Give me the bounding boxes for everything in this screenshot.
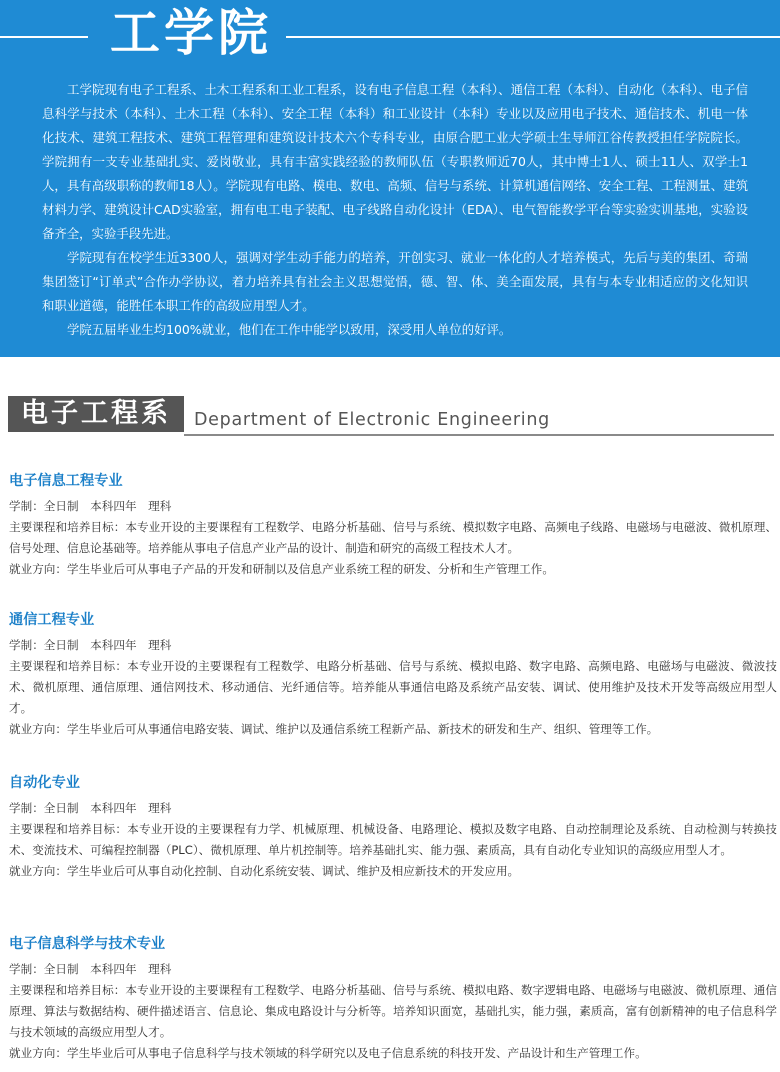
major-employment: 就业方向：学生毕业后可从事电子信息科学与技术领域的科学研究以及电子信息系统的科技开发、产品设计和生产管理工作。 — [9, 1046, 647, 1060]
major-title: 自动化专业 — [9, 775, 80, 791]
department-divider — [184, 434, 774, 436]
major-employment: 就业方向：学生毕业后可从事电子产品的开发和研制以及信息产业系统工程的研发、分析和生产管理工作。 — [9, 562, 554, 576]
major-section-communication-eng — [9, 609, 777, 740]
intro-paragraph: 学院现有在校学生近3300人，强调对学生动手能力的培养，开创实习、就业一体化的人才培养模式，先后与美的集团、奇瑞集团签订“订单式”合作办学协议，着力培养具有社会主义思想觉悟，德、智、体、美全面发展，具有与本专业相适应的文化知识和职业道德，能胜任本职工作的高级应用型人才。 — [42, 250, 748, 313]
intro-paragraph: 学院五届毕业生均100%就业，他们在工作中能学以致用，深受用人单位的好评。 — [67, 322, 512, 337]
department-name-cn: 电子工程系 — [21, 398, 171, 429]
college-title: 工学院 — [110, 4, 272, 62]
major-title: 电子信息科学与技术专业 — [9, 936, 166, 952]
major-system: 学制：全日制 本科四年 理科 — [9, 962, 172, 976]
department-name-en: Department of Electronic Engineering — [194, 410, 550, 430]
major-employment: 就业方向：学生毕业后可从事自动化控制、自动化系统安装、调试、维护及相应新技术的开发应用。 — [9, 864, 520, 878]
major-section-electronic-info-sci-tech — [9, 933, 777, 1064]
major-courses: 主要课程和培养目标：本专业开设的主要课程有工程数学、电路分析基础、信号与系统、模拟电路、数字电路、高频电路、电磁场与电磁波、微波技术、微机原理、通信原理、通信网技术、移动通信、光纤通信等。培养能从事通信电路及系统产品安装、调试、使用维护及技术开发等高级应用型人才。 — [9, 659, 777, 715]
department-header — [8, 396, 774, 440]
major-title: 通信工程专业 — [9, 612, 95, 628]
major-system: 学制：全日制 本科四年 理科 — [9, 801, 172, 815]
major-courses: 主要课程和培养目标：本专业开设的主要课程有工程数学、电路分析基础、信号与系统、模拟电路、数字逻辑电路、电磁场与电磁波、微机原理、通信原理、算法与数据结构、硬件描述语言、信息论、集成电路设计与分析等。培养知识面宽，基础扎实，能力强，素质高，富有创新精神的电子信息科学与技术领域的高级应用型人才。 — [9, 983, 777, 1039]
major-courses: 主要课程和培养目标：本专业开设的主要课程有力学、机械原理、机械设备、电路理论、模拟及数字电路、自动控制理论及系统、自动检测与转换技术、变流技术、可编程控制器（PLC）、微机原理、单片机控制等。培养基础扎实、能力强、素质高，具有自动化专业知识的高级应用型人才。 — [9, 822, 777, 857]
college-description — [42, 78, 748, 342]
major-system: 学制：全日制 本科四年 理科 — [9, 499, 172, 513]
major-section-electronic-info-eng — [9, 470, 777, 580]
banner-rule-left — [0, 36, 88, 38]
college-intro-banner — [0, 0, 780, 357]
banner-rule-right — [286, 36, 780, 38]
major-title: 电子信息工程专业 — [9, 473, 123, 489]
major-courses: 主要课程和培养目标：本专业开设的主要课程有工程数学、电路分析基础、信号与系统、模拟数字电路、高频电子线路、电磁场与电磁波、微机原理、信号处理、信息论基础等。培养能从事电子信息产业产品的设计、制造和研究的高级工程技术人才。 — [9, 520, 777, 555]
major-section-automation — [9, 772, 777, 882]
major-system: 学制：全日制 本科四年 理科 — [9, 638, 172, 652]
intro-paragraph: 工学院现有电子工程系、土木工程系和工业工程系，设有电子信息工程（本科）、通信工程（本科）、自动化（本科）、电子信息科学与技术（本科）、土木工程（本科）、安全工程（本科）和工业设计（本科）专业以及应用电子技术、通信技术、机电一体化技术、建筑工程技术、建筑工程管理和建筑设计技术六个专科专业，由原合肥工业大学硕士生导师江谷传教授担任学院院长。学院拥有一支专业基础扎实、爱岗敬业，具有丰富实践经验的教师队伍（专职教师近70人，其中博士1人、硕士11人、双学士1人，具有高级职称的教师18人）。学院现有电路、模电、数电、高频、信号与系统、计算机通信网络、安全工程、工程测量、建筑材料力学、建筑设计CAD实验室，拥有电工电子装配、电子线路自动化设计（EDA）、电气智能教学平台等实验实训基地，实验设备齐全，实验手段先进。 — [42, 82, 748, 241]
major-employment: 就业方向：学生毕业后可从事通信电路安装、调试、维护以及通信系统工程新产品、新技术的研发和生产、组织、管理等工作。 — [9, 722, 659, 736]
